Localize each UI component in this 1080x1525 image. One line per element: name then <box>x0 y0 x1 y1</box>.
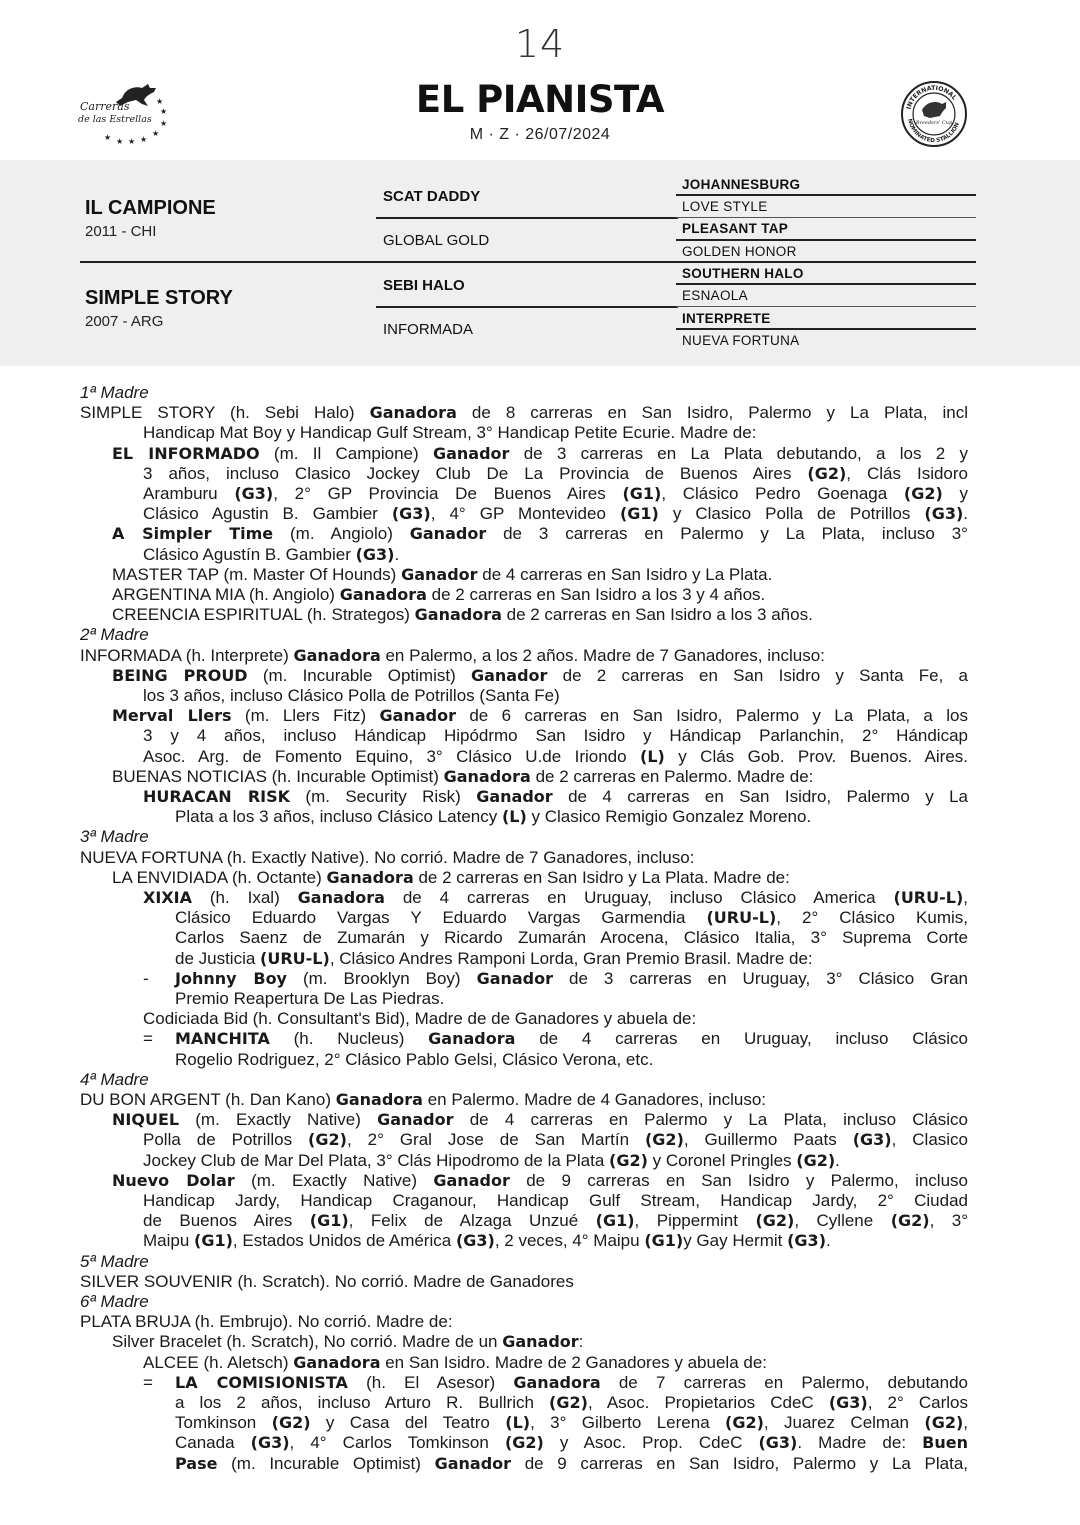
family-line: HURACAN RISK (m. Security Risk) Ganador de 4 carreras en San Isidro, Palermo y La <box>143 787 968 806</box>
family-line: EL INFORMADO (m. Il Campione) Ganador de 3 carreras en La Plata debutando, a los 2 y <box>112 443 969 463</box>
horse-name: EL PIANISTA <box>415 78 665 121</box>
family-line: de Justicia (URU-L), Clásico Andres Ramponi Lorda, Gran Premio Brasil. Madre de: <box>175 948 813 968</box>
family-line: Polla de Potrillos (G2), 2° Gral Jose de San Martín (G2), Guillermo Paats (G3), Clasico <box>143 1130 968 1150</box>
family-line: Plata a los 3 años, incluso Clásico Latency (L) y Clasico Remigio Gonzalez Moreno. <box>175 807 812 827</box>
family-line: BUENAS NOTICIAS (h. Incurable Optimist) Ganadora de 2 carreras en Palermo. Madre de: <box>112 766 814 786</box>
pedigree-gen3: JOHANNESBURG <box>682 177 801 192</box>
family-line: Canada (G3), 4° Carlos Tomkinson (G2) y Asoc. Prop. CdeC (G3). Madre de: Buen <box>175 1433 968 1453</box>
svg-text:★: ★ <box>156 97 164 106</box>
pedigree-divider <box>676 306 976 307</box>
family-line: DU BON ARGENT (h. Dan Kano) Ganadora en Palermo. Madre de 4 Ganadores, incluso: <box>80 1090 766 1109</box>
lot-number: 14 <box>514 22 566 66</box>
pedigree-gen3: PLEASANT TAP <box>682 221 789 236</box>
family-line: ALCEE (h. Aletsch) Ganadora en San Isidro. Madre de 2 Ganadores y abuela de: <box>143 1352 768 1372</box>
pedigree-gen3: INTERPRETE <box>682 311 771 326</box>
family-line: LA COMISIONISTA (h. El Asesor) Ganadora de 7 carreras en Palermo, debutando <box>175 1372 968 1392</box>
svg-text:NOMINATED STALLION: NOMINATED STALLION <box>906 118 961 145</box>
family-line: INFORMADA (h. Interprete) Ganadora en Palermo, a los 2 años. Madre de 7 Ganadores, incluso: <box>80 645 825 665</box>
family-line: MANCHITA (h. Nucleus) Ganadora de 4 carreras en Uruguay, incluso Clásico <box>175 1029 968 1049</box>
sire-info: 2011 - CHI <box>85 223 157 240</box>
family-line: Handicap Mat Boy y Handicap Gulf Stream, 3° Handicap Petite Ecurie. Madre de: <box>143 423 757 443</box>
family-line: LA ENVIDIADA (h. Octante) Ganadora de 2 carreras en San Isidro y La Plata. Madre de: <box>112 867 790 887</box>
family-line: ARGENTINA MIA (h. Angiolo) Ganadora de 2 carreras en San Isidro a los 3 y 4 años. <box>112 585 766 604</box>
family-line: A Simpler Time (m. Angiolo) Ganador de 3 carreras en Palermo y La Plata, incluso 3° <box>112 524 968 544</box>
family-line: Clásico Agustin B. Gambier (G3), 4° GP Montevideo (G1) y Clasico Polla de Potrillos (G3). <box>143 504 968 524</box>
family-line: CREENCIA ESPIRITUAL (h. Strategos) Ganadora de 2 carreras en San Isidro a los 3 años. <box>112 605 813 625</box>
pedigree-gen2: SCAT DADDY <box>383 188 481 205</box>
family-line: SIMPLE STORY (h. Sebi Halo) Ganadora de 8 carreras en San Isidro, Palermo y La Plata, incl <box>80 403 968 423</box>
svg-text:★: ★ <box>104 133 112 142</box>
dam-heading: 6ª Madre <box>80 1292 149 1311</box>
breeders-cup-seal <box>900 80 968 148</box>
family-line: PLATA BRUJA (h. Embrujo). No corrió. Madre de: <box>80 1312 453 1332</box>
pedigree-divider <box>80 261 976 263</box>
dam-heading: 5ª Madre <box>80 1251 149 1271</box>
pedigree-gen3: ESNAOLA <box>682 288 748 303</box>
dam-info: 2007 - ARG <box>85 313 164 330</box>
family-line: 3 y 4 años, incluso Hándicap Hipódrmo San Isidro y Hándicap Parlanchin, 2° Hándicap <box>143 726 968 746</box>
pedigree-divider <box>676 239 976 241</box>
dam-heading: 4ª Madre <box>80 1069 149 1089</box>
family-line: Pase (m. Incurable Optimist) Ganador de 9 carreras en San Isidro, Palermo y La Plata, <box>175 1453 968 1473</box>
pedigree-divider <box>676 328 976 330</box>
family-line: los 3 años, incluso Clásico Polla de Potrillos (Santa Fe) <box>143 686 560 705</box>
pedigree-divider <box>376 217 678 219</box>
family-line: Asoc. Arg. de Fomento Equino, 3° Clásico U.de Iriondo (L) y Clás Gob. Prov. Buenos. Aires. <box>143 746 968 766</box>
pedigree-gen3: LOVE STYLE <box>682 199 768 214</box>
svg-text:★: ★ <box>160 119 168 128</box>
family-line: Maipu (G1), Estados Unidos de América (G3), 2 veces, 4° Maipu (G1)y Gay Hermit (G3). <box>143 1231 831 1251</box>
dam-heading: 2ª Madre <box>80 625 149 645</box>
list-marker: - <box>143 968 149 988</box>
pedigree-divider <box>676 283 976 285</box>
family-line: Premio Reapertura De Las Piedras. <box>175 989 445 1008</box>
family-line: Carlos Saenz de Zumarán y Ricardo Zumarán Arocena, Clásico Italia, 3° Suprema Corte <box>175 928 968 948</box>
pedigree-gen2: SEBI HALO <box>383 277 465 294</box>
horse-subtitle: M · Z · 26/07/2024 <box>469 126 611 143</box>
family-line: Nuevo Dolar (m. Exactly Native) Ganador de 9 carreras en San Isidro y Palermo, incluso <box>112 1170 968 1190</box>
family-line: Rogelio Rodriguez, 2° Clásico Pablo Gelsi, Clásico Verona, etc. <box>175 1049 654 1069</box>
dam-heading: 1ª Madre <box>80 383 149 402</box>
family-line: Handicap Jardy, Handicap Craganour, Handicap Gulf Stream, Handicap Jardy, 2° Ciudad <box>143 1191 968 1210</box>
family-line: XIXIA (h. Ixal) Ganadora de 4 carreras en Uruguay, incluso Clásico America (URU-L), <box>143 888 968 907</box>
family-line: Merval Llers (m. Llers Fitz) Ganador de 6 carreras en San Isidro, Palermo y La Plata, a los <box>112 706 968 726</box>
family-line: NUEVA FORTUNA (h. Exactly Native). No corrió. Madre de 7 Ganadores, incluso: <box>80 847 695 867</box>
family-line: Jockey Club de Mar Del Plata, 3° Clás Hipodromo de la Plata (G2) y Coronel Pringles (G2). <box>143 1150 840 1170</box>
svg-text:INTERNATIONAL: INTERNATIONAL <box>905 84 958 111</box>
pedigree-gen3: NUEVA FORTUNA <box>682 333 800 348</box>
family-line: Silver Bracelet (h. Scratch), No corrió. Madre de un Ganador: <box>112 1332 584 1352</box>
dam-name: SIMPLE STORY <box>85 287 233 309</box>
family-line: 3 años, incluso Clasico Jockey Club De La Provincia de Buenos Aires (G2), Clás Isidoro <box>143 463 969 483</box>
list-marker: = <box>143 1372 153 1392</box>
svg-text:★: ★ <box>152 129 160 138</box>
family-line: NIQUEL (m. Exactly Native) Ganador de 4 carreras en Palermo y La Plata, incluso Clásico <box>112 1110 968 1130</box>
dam-heading: 3ª Madre <box>80 827 149 847</box>
svg-text:Carreras: Carreras <box>80 100 130 113</box>
pedigree-gen3: SOUTHERN HALO <box>682 266 804 281</box>
pedigree-divider <box>376 306 678 308</box>
page-header <box>0 0 1080 160</box>
family-line: a los 2 años, incluso Arturo R. Bullrich (G2), Asoc. Propietarios CdeC (G3), 2° Carlos <box>175 1393 969 1412</box>
pedigree-gen3: GOLDEN HONOR <box>682 244 797 259</box>
svg-text:★: ★ <box>116 137 124 146</box>
family-line: Codiciada Bid (h. Consultant's Bid), Madre de de Ganadores y abuela de: <box>143 1009 697 1029</box>
family-line: de Buenos Aires (G1), Felix de Alzaga Unzué (G1), Pippermint (G2), Cyllene (G2), 3° <box>143 1211 969 1231</box>
family-line: BEING PROUD (m. Incurable Optimist) Ganador de 2 carreras en San Isidro y Santa Fe, a <box>112 665 969 685</box>
pedigree-gen2: INFORMADA <box>383 321 473 338</box>
pedigree-table <box>0 160 1080 366</box>
family-line: MASTER TAP (m. Master Of Hounds) Ganador de 4 carreras en San Isidro y La Plata. <box>112 564 773 584</box>
svg-text:★: ★ <box>160 107 168 116</box>
family-line: Aramburu (G3), 2° GP Provincia De Buenos Aires (G1), Clásico Pedro Goenaga (G2) y <box>143 484 968 503</box>
family-line: Johnny Boy (m. Brooklyn Boy) Ganador de 3 carreras en Uruguay, 3° Clásico Gran <box>175 968 968 988</box>
svg-text:★: ★ <box>140 135 148 144</box>
family-line: Clásico Agustín B. Gambier (G3). <box>143 544 400 564</box>
svg-text:★: ★ <box>128 137 136 146</box>
pedigree-gen2: GLOBAL GOLD <box>383 232 490 249</box>
svg-text:Breeders' Cup: Breeders' Cup <box>915 120 953 126</box>
pedigree-divider <box>676 217 976 218</box>
svg-text:de las Estrellas: de las Estrellas <box>78 114 152 125</box>
list-marker: = <box>143 1029 153 1049</box>
pedigree-divider <box>676 194 976 196</box>
family-line: Tomkinson (G2) y Casa del Teatro (L), 3° Gilberto Lerena (G2), Juarez Celman (G2), <box>175 1413 969 1433</box>
sire-name: IL CAMPIONE <box>85 197 216 219</box>
family-line: Clásico Eduardo Vargas Y Eduardo Vargas Garmendia (URU-L), 2° Clásico Kumis, <box>175 908 968 928</box>
family-line: SILVER SOUVENIR (h. Scratch). No corrió. Madre de Ganadores <box>80 1271 574 1291</box>
